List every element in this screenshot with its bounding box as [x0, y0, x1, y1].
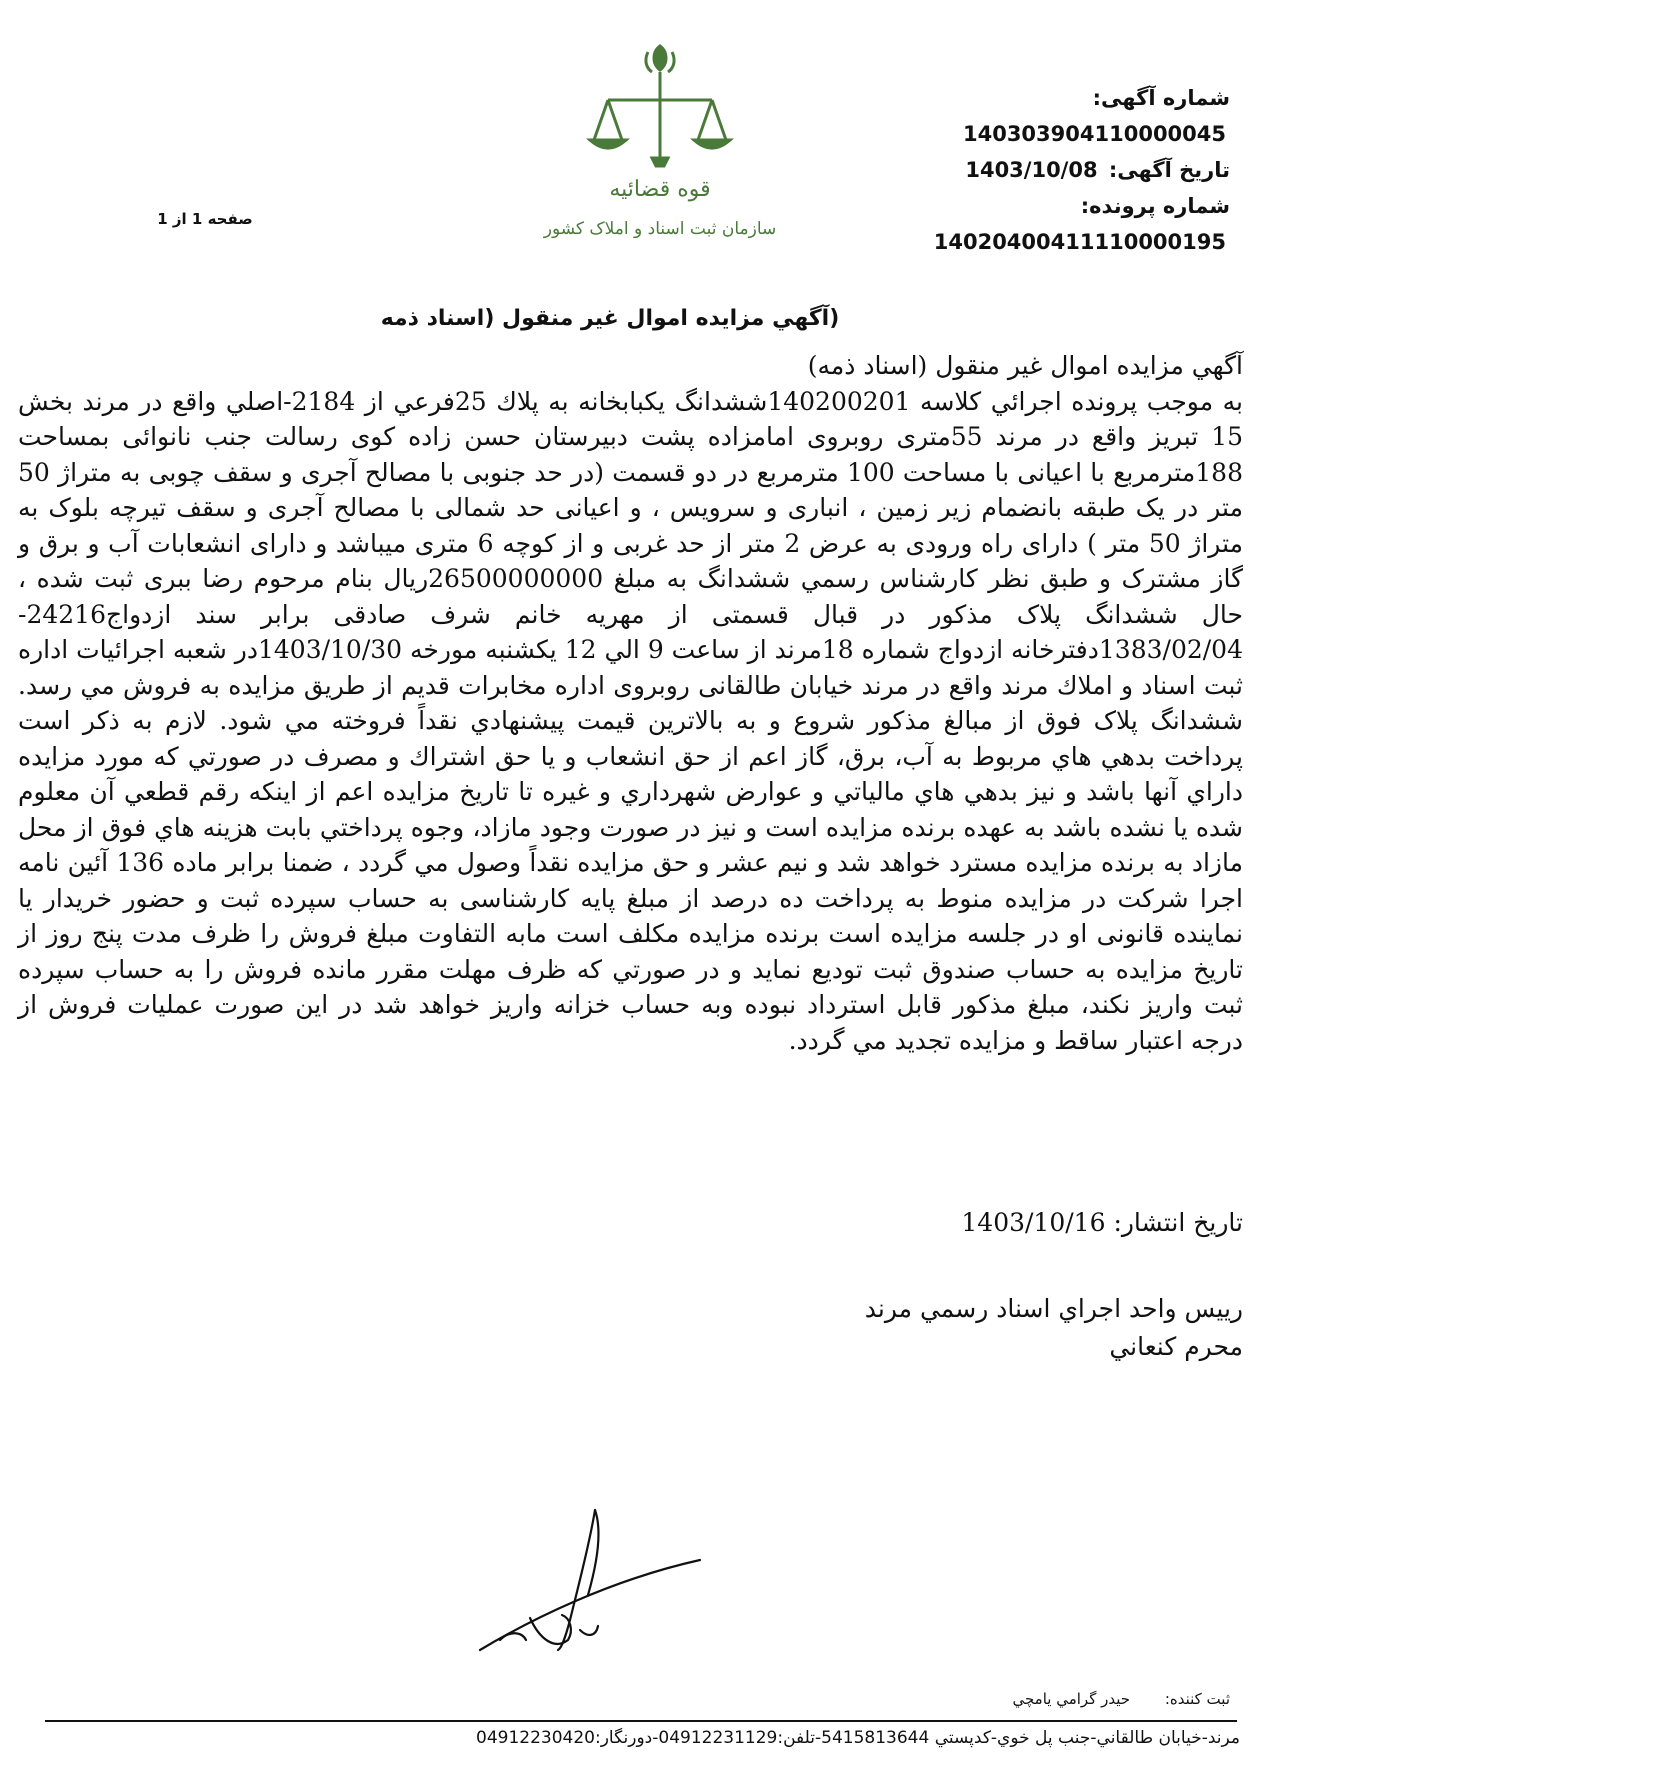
footer-divider [45, 1720, 1237, 1722]
signatory-name: محرم كنعاني [1109, 1332, 1243, 1361]
notice-number-row [830, 80, 1230, 152]
notice-number: 140303904110000045 [962, 122, 1226, 146]
publication-date-label: تاریخ انتشار: [1113, 1208, 1243, 1237]
notice-body [18, 348, 1243, 1058]
registrar-row [890, 1690, 1230, 1708]
emblem-caption-2: سازمان ثبت اسناد و املاک کشور [543, 219, 777, 239]
notice-date-row [830, 152, 1230, 188]
notice-paragraph: به موجب پرونده اجرائي كلاسه 140200201ششدانگ يكبابخانه به پلاك 25فرعي از 2184-اصلي واقع در مرند بخش 15 تبریز واقع در مرند 55متری روبروی امامزاده پشت دبیرستان حسن زاده کوی رسالت جنب نانوائی بمساحت 188مترمربع با اعیانی با مساحت 100 مترمربع در دو قسمت (در حد جنوبی با مصالح آجری و سقف چوبی به متراژ 50 متر در یک طبقه بانضمام زیر زمین ، انباری و سرویس ، و اعیانی حد شمالی با مصالح آجری و سقف تیرچه بلوک به متراژ 50 متر ) دارای راه ورودی به عرض 2 متر از حد غربی و از کوچه 6 متری میباشد و دارای انشعابات آب و برق و گاز مشترک و طبق نظر کارشناس رسمي ششدانگ به مبلغ 26500000000ريال بنام مرحوم رضا ببری ثبت شده ، حال ششدانگ پلاک مذکور در قبال قسمتی از مهریه خانم شرف صادقی برابر سند ازدواج24216-1383/02/04دفترخانه ازدواج شماره 18مرند از ساعت 9 الي 12 یکشنبه مورخه 1403/10/30در شعبه اجرائیات اداره ثبت اسناد و املاك مرند واقع در مرند خیابان طالقانی روبروی اداره مخابرات قدیم از طريق مزايده به فروش مي رسد. ششدانگ پلاک فوق از مبالغ مذكور شروع و به بالاترين قيمت پيشنهادي نقداً فروخته مي شود. لازم به ذكر است پرداخت بدهي هاي مربوط به آب، برق، گاز اعم از حق انشعاب و يا حق اشتراك و مصرف در صورتي كه مورد مزايده داراي آنها باشد و نيز بدهي هاي مالياتي و عوارض شهرداري و غيره تا تاريخ مزايده اعم از اينكه رقم قطعي آن معلوم شده يا نشده باشد به عهده برنده مزايده است و نيز در صورت وجود مازاد، وجوه پرداختي بابت هزينه هاي فوق از محل مازاد به برنده مزايده مسترد خواهد شد و نیم عشر و حق مزایده نقداً وصول مي گردد ، ضمنا برابر ماده 136 آئین نامه اجرا شرکت در مزایده منوط به پرداخت ده درصد از مبلغ پایه کارشناسی به حساب سپرده ثبت و حضور خریدار یا نماینده قانونی او در جلسه مزایده است برنده مزایده مکلف است مابه التفاوت مبلغ فروش را ظرف مدت پنج روز از تاریخ مزایده به حساب صندوق ثبت تودیع نماید و در صورتي كه ظرف مهلت مقرر مانده فروش را به حساب سپرده ثبت واريز نكند، مبلغ مذکور قابل استرداد نبوده وبه حساب خزانه واریز خواهد شد در این صورت عملیات فروش از درجه اعتبار ساقط و مزایده تجدید مي گردد. [17, 386, 1244, 1055]
handwritten-signature-icon [470, 1500, 720, 1670]
notice-subtitle: آگهي مزايده اموال غير منقول (اسناد ذمه) [807, 351, 1243, 380]
publication-date: 1403/10/16 [961, 1208, 1106, 1237]
signatory-block [700, 1290, 1243, 1366]
notice-date: 1403/10/08 [965, 158, 1098, 182]
footer-address: مرند-خيابان طالقاني-جنب پل خوي-كدپستي 5415813644-تلفن:04912231129-دورنگار:04912230420 [476, 1728, 1240, 1748]
file-number-label: شماره پرونده: [1080, 194, 1230, 218]
notice-header [830, 80, 1230, 260]
file-number: 14020400411110000195 [933, 230, 1226, 254]
emblem-caption-1: قوه قضائیه [609, 177, 711, 202]
document-title: (آگهي مزايده اموال غير منقول (اسناد ذمه [380, 306, 840, 331]
signatory-title: رييس واحد اجراي اسناد رسمي مرند [864, 1294, 1243, 1323]
notice-number-label: شماره آگهی: [1092, 86, 1230, 110]
registrar-name: حيدر گرامي يامچي [1012, 1690, 1131, 1708]
notice-date-label: تاریخ آگهی: [1108, 158, 1230, 182]
judiciary-emblem-icon [543, 38, 777, 248]
registrar-label: ثبت كننده: [1164, 1690, 1230, 1708]
page-indicator: صفحه 1 از 1 [157, 210, 253, 228]
publication-date-row [700, 1208, 1243, 1237]
file-number-row [830, 188, 1230, 260]
